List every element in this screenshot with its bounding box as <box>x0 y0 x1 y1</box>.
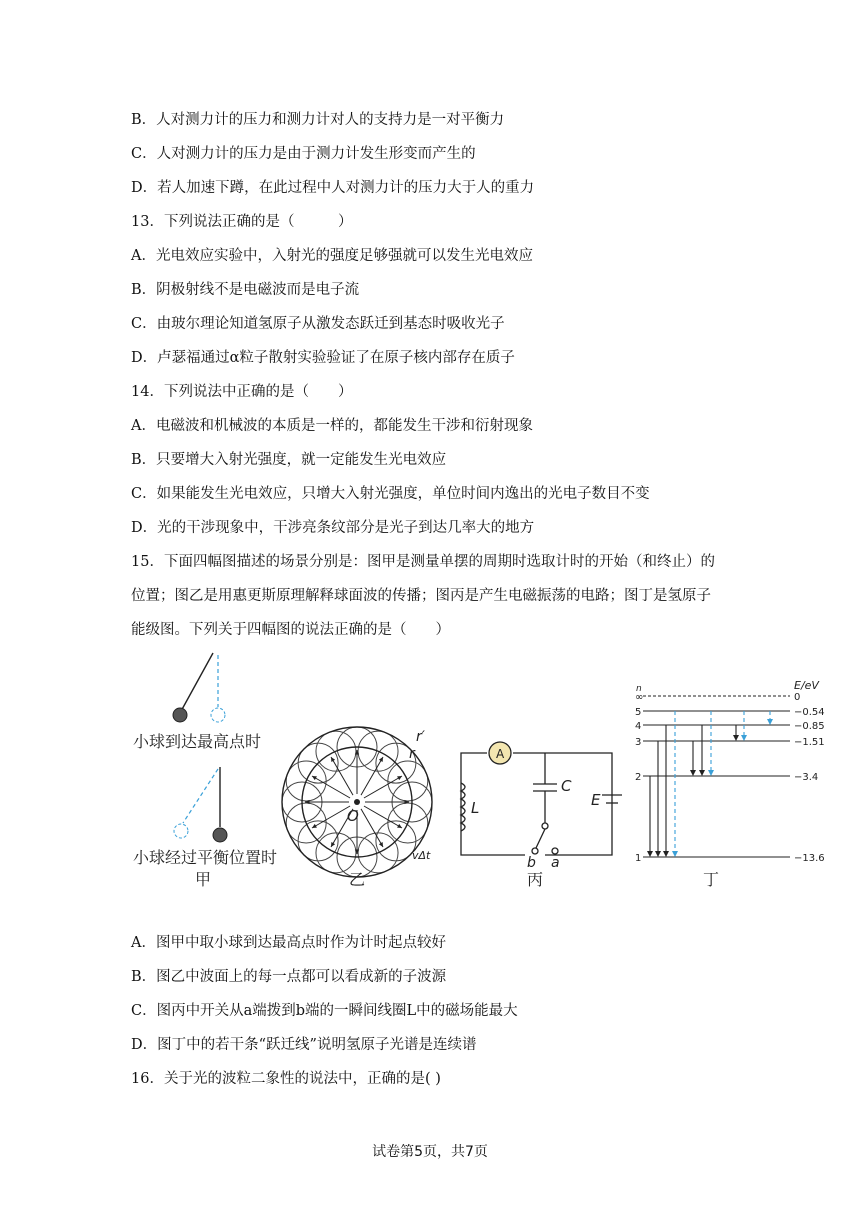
option-15a: A．图甲中取小球到达最高点时作为计时起点较好 <box>131 935 446 951</box>
question-15-stem-line2: 位置；图乙是用惠更斯原理解释球面波的传播；图丙是产生电磁振荡的电路；图丁是氢原子 <box>131 588 711 604</box>
option-12b: B．人对测力计的压力和测力计对人的支持力是一对平衡力 <box>131 112 505 128</box>
question-15-stem-line3: 能级图。下列关于四幅图的说法正确的是（ ） <box>131 622 450 638</box>
ding-label: 丁 <box>703 870 720 889</box>
energy-level-value: −3.4 <box>794 772 819 783</box>
switch-b-label: b <box>527 855 536 871</box>
pendulum-ball <box>173 708 187 722</box>
question-15-figures <box>125 645 845 900</box>
jia-caption-bottom: 小球经过平衡位置时 <box>133 848 278 867</box>
option-13c: C．由玻尔理论知道氢原子从激发态跃迁到基态时吸收光子 <box>131 316 505 332</box>
option-15d: D．图丁中的若干条“跃迁线”说明氢原子光谱是连续谱 <box>131 1037 477 1053</box>
energy-level-n: 1 <box>635 853 642 864</box>
battery-label: E <box>591 791 601 809</box>
option-14d: D．光的干涉现象中，干涉亮条纹部分是光子到达几率大的地方 <box>131 520 535 536</box>
option-13a: A．光电效应实验中，入射光的强度足够强就可以发生光电效应 <box>131 248 533 264</box>
yi-r: r <box>409 746 415 762</box>
option-12c: C．人对测力计的压力是由于测力计发生形变而产生的 <box>131 146 476 162</box>
ding-n-symbol: n <box>636 684 642 694</box>
option-15b: B．图乙中波面上的每一点都可以看成新的子波源 <box>131 969 447 985</box>
option-14b: B．只要增大入射光强度，就一定能发生光电效应 <box>131 452 447 468</box>
figure-ding <box>635 679 825 889</box>
question-14-stem: 14．下列说法中正确的是（ ） <box>131 384 353 400</box>
jia-caption-top: 小球到达最高点时 <box>133 732 262 751</box>
energy-level-value: −0.54 <box>794 707 825 718</box>
option-13b: B．阴极射线不是电磁波而是电子流 <box>131 282 360 298</box>
option-13d: D．卢瑟福通过α粒子散射实验验证了在原子核内部存在质子 <box>131 350 515 366</box>
energy-level-n: 3 <box>635 737 642 748</box>
inductor-label: L <box>471 799 480 817</box>
energy-level-n: 2 <box>635 772 642 783</box>
yi-center-label: O <box>347 807 359 825</box>
yi-label: 乙 <box>349 870 366 889</box>
bing-label: 丙 <box>527 870 544 889</box>
capacitor-label: C <box>561 777 572 795</box>
energy-level-value: −0.85 <box>794 721 825 732</box>
yi-r-prime: r′ <box>416 729 425 745</box>
option-12d: D．若人加速下蹲，在此过程中人对测力计的压力大于人的重力 <box>131 180 535 196</box>
jia-label: 甲 <box>195 870 212 889</box>
page-footer: 试卷第5页，共7页 <box>372 1144 488 1160</box>
energy-level-value: −1.51 <box>794 737 825 748</box>
energy-level-value: −13.6 <box>794 853 825 864</box>
option-14c: C．如果能发生光电效应，只增大入射光强度，单位时间内逸出的光电子数目不变 <box>131 486 650 502</box>
ammeter-label: A <box>496 747 505 761</box>
yi-vdt: vΔt <box>412 849 431 862</box>
ding-unit: E/eV <box>794 679 819 692</box>
energy-level-n: ∞ <box>635 692 644 703</box>
energy-level-n: 5 <box>635 707 642 718</box>
switch-icon <box>536 829 545 848</box>
figure-jia <box>133 653 277 889</box>
option-14a: A．电磁波和机械波的本质是一样的，都能发生干涉和衍射现象 <box>131 418 533 434</box>
inductor-icon <box>461 783 465 831</box>
figure-bing-labels <box>471 747 601 889</box>
option-15c: C．图丙中开关从a端拨到b端的一瞬间线圈L中的磁场能最大 <box>131 1003 518 1019</box>
energy-level-n: 4 <box>635 721 642 732</box>
energy-level-value: 0 <box>794 692 801 703</box>
question-15-stem-line1: 15．下面四幅图描述的场景分别是：图甲是测量单摆的周期时选取计时的开始（和终止）的 <box>131 554 715 570</box>
switch-a-label: a <box>551 855 560 871</box>
question-13-stem: 13．下列说法正确的是（ ） <box>131 214 353 230</box>
figure-yi <box>282 727 432 889</box>
question-16-stem: 16．关于光的波粒二象性的说法中，正确的是( ) <box>131 1071 441 1087</box>
